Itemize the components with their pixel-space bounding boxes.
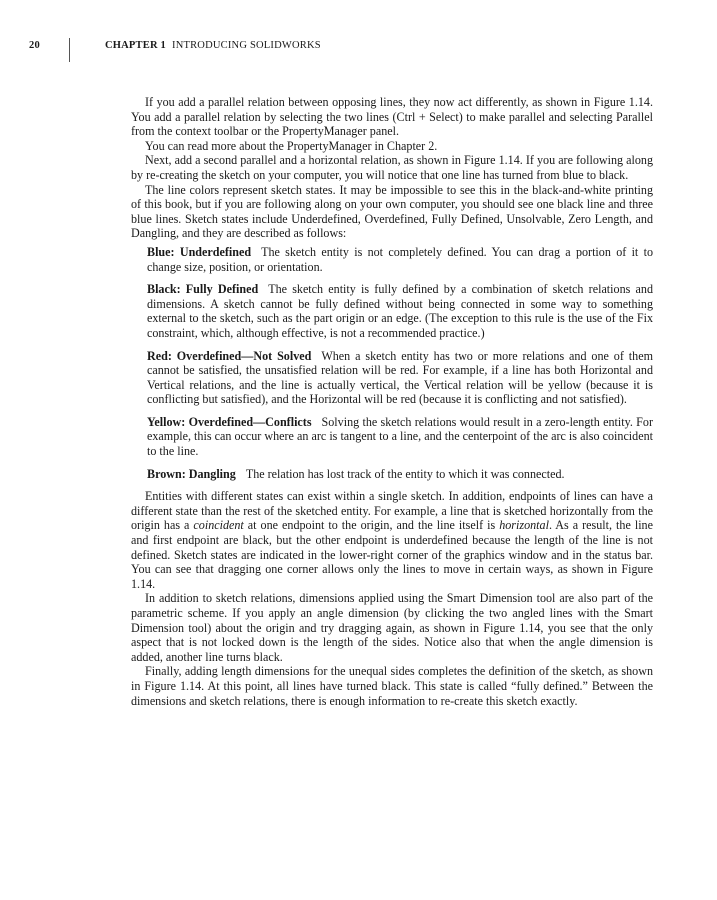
header-rule [69, 38, 70, 62]
paragraph-text: at one endpoint to the origin, and the line itself is [243, 518, 500, 533]
definition-term: Black: Fully Defined [147, 282, 259, 297]
paragraph: In addition to sketch relations, dimensions applied using the Smart Dimension tool are also part of the parametric scheme. If you apply an angle dimension (by clicking the two angled lines with the Smart Dimension tool) about the origin and try dragging again, as shown in Figure 1.14, you see that the only aspect that is not locked down is the length of the sides. Notice also that when the angle dimension is added, another line turns black. [131, 591, 653, 664]
definition-text: When a sketch entity has two or more relations and one of them cannot be satisfied, the unsatisfied relation will be red. For example, if a line has both Horizontal and Vertical relations, and the line is actually vertical, the Vertical relation will be yellow (because it is conflicting but satisfied), and the Horizontal will be red (because it is conflicting and not satisfied). [147, 348, 653, 407]
italic-term: coincident [193, 518, 244, 533]
definition-item [147, 415, 653, 459]
definition-term: Brown: Dangling [147, 466, 236, 481]
definition-list [147, 245, 653, 481]
definition-text: Solving the sketch relations would result in a zero-length entity. For example, this can occur where an arc is tangent to a line, and the centerpoint of the arc is also coincident to the line. [147, 414, 653, 459]
definition-text: The relation has lost track of the entity to which it was connected. [245, 466, 565, 481]
paragraph: The line colors represent sketch states. It may be impossible to see this in the black-and-white printing of this book, but if you are following along on your own computer, you should see one black line and three blue lines. Sketch states include Underdefined, Overdefined, Fully Defined, Unsolvable, Zero Length, and Dangling, and they are described as follows: [131, 182, 653, 241]
paragraph-text: Entities with different states can exist within a single sketch. In addition, endpoints of lines can have a different state than the rest of the sketched entity. For example, a line that is sketched horizontally from the origin has a [131, 489, 653, 533]
chapter-title: INTRODUCING SOLIDWORKS [172, 40, 321, 51]
paragraph: Next, add a second parallel and a horizontal relation, as shown in Figure 1.14. If you are following along by re-creating the sketch on your computer, you will notice that one line has turned from blue to black. [131, 153, 653, 182]
paragraph: You can read more about the PropertyManager in Chapter 2. [145, 138, 438, 153]
paragraph-text: . As a result, the line and first endpoint are black, but the other endpoint is underdefined because the length of the line is not defined. Sketch states are indicated in the lower-right corner of the graphics window and in the status bar. You can see that dragging one corner allows only the lines to move in certain ways, as shown in Figure 1.14. [131, 518, 653, 591]
paragraph [131, 489, 653, 591]
definition-term: Blue: Underdefined [147, 244, 252, 259]
definition-term: Red: Overdefined—Not Solved [147, 348, 312, 363]
page-number: 20 [29, 40, 40, 51]
body-text [131, 95, 653, 708]
italic-term: horizontal [499, 518, 549, 533]
chapter-heading [105, 40, 321, 51]
definition-item [147, 349, 653, 407]
definition-text: The sketch entity is fully defined by a combination of sketch relations and dimensions. A sketch cannot be fully defined without being connected in some way to something external to the sketch, such as the part origin or an edge. (The exception to this rule is the use of the Fix constraint, which, although effective, is not a recommended practice.) [147, 282, 653, 340]
paragraph: If you add a parallel relation between opposing lines, they now act differently, as shown in Figure 1.14. You add a parallel relation by selecting the two lines (Ctrl + Select) to make parallel and selecting Parallel from the context toolbar or the PropertyManager panel. [131, 95, 653, 139]
definition-item [147, 282, 653, 340]
definition-term: Yellow: Overdefined—Conflicts [147, 414, 312, 429]
definition-item [147, 467, 653, 482]
running-head [29, 40, 321, 62]
chapter-label: CHAPTER 1 [105, 40, 167, 51]
definition-text: The sketch entity is not completely defined. You can drag a portion of it to change size, position, or orientation. [147, 244, 653, 274]
definition-item [147, 245, 653, 274]
paragraph: Finally, adding length dimensions for the unequal sides completes the definition of the sketch, as shown in Figure 1.14. At this point, all lines have turned black. This state is called “fully defined.” Between the dimensions and sketch relations, there is enough information to re-create this sketch exactly. [131, 664, 653, 708]
